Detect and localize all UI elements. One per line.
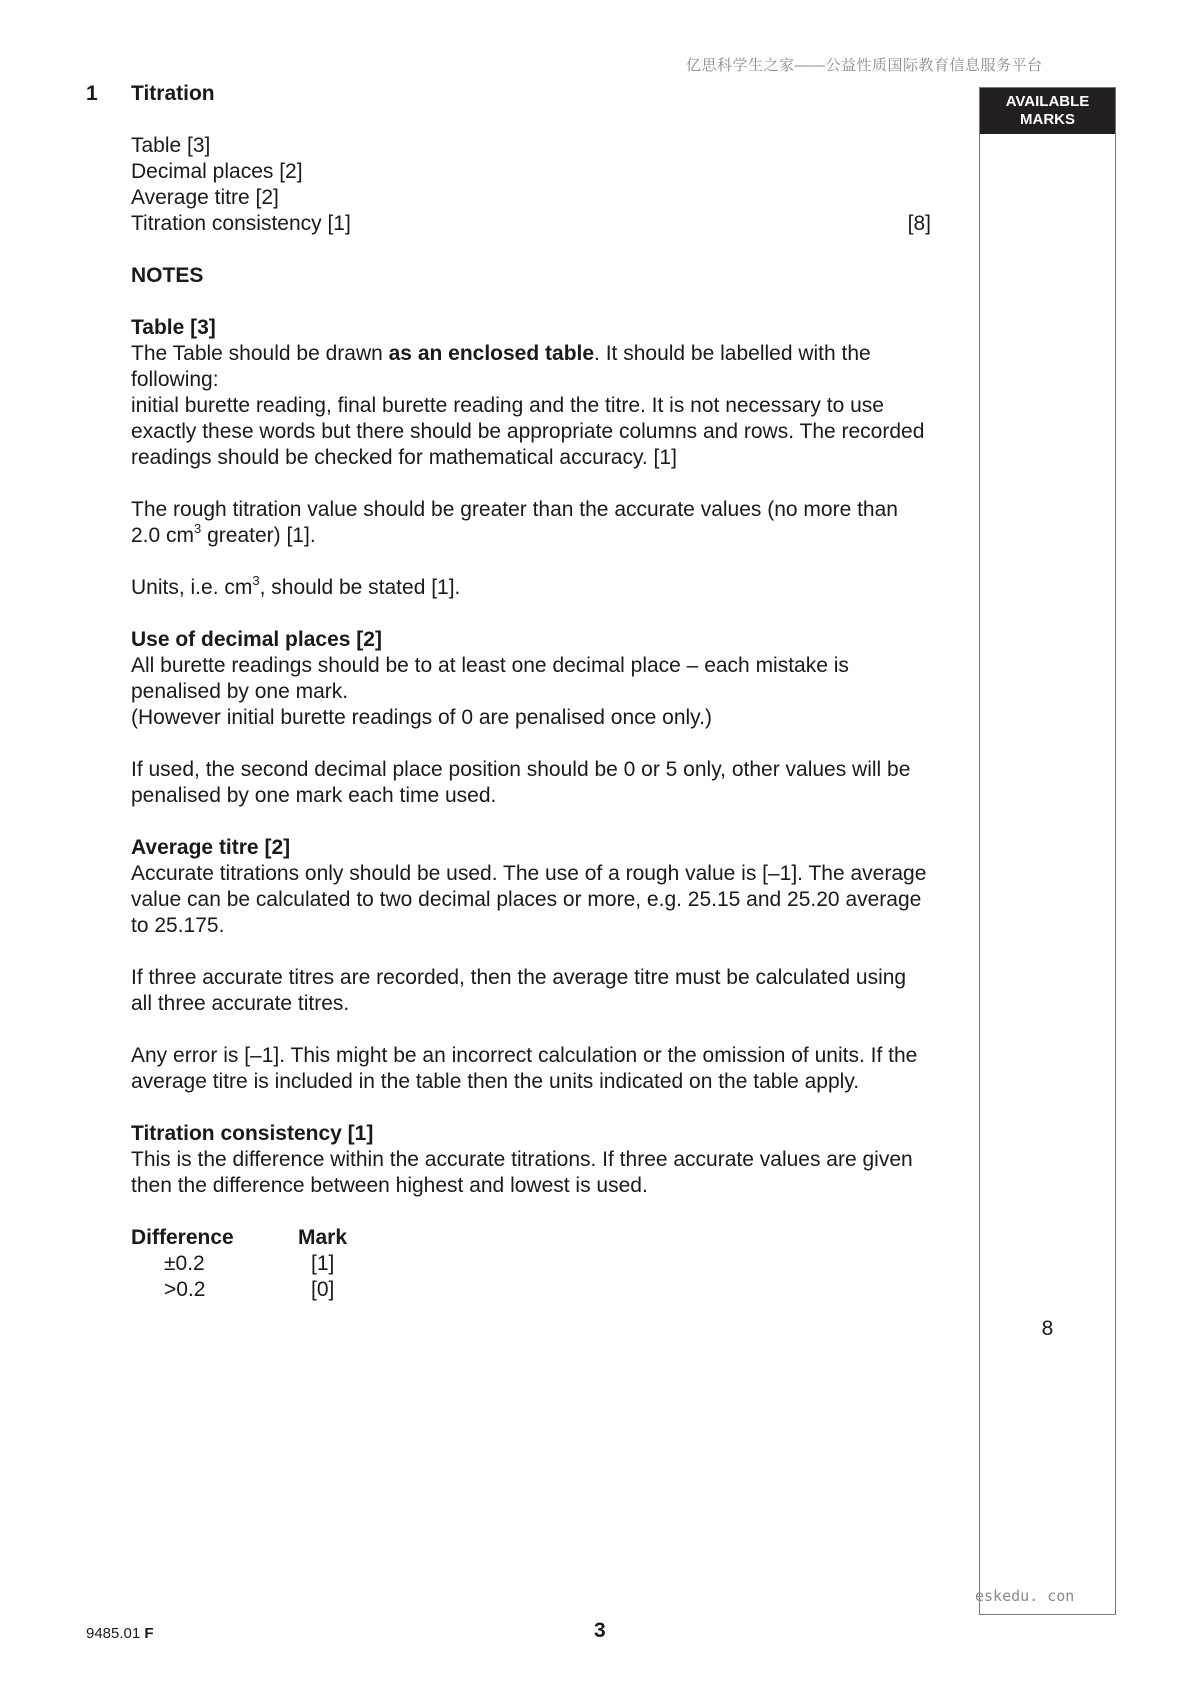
mark-cell: [0] xyxy=(311,1278,335,1301)
summary-item: Decimal places [2] xyxy=(131,160,303,183)
table-row xyxy=(131,1277,931,1303)
difference-cell: ±0.2 xyxy=(164,1252,205,1275)
difference-table xyxy=(131,1225,931,1303)
section-heading-average: Average titre [2] xyxy=(131,836,291,859)
notes-heading: NOTES xyxy=(131,264,204,287)
decimal-paragraph-2: If used, the second decimal place position should be 0 or 5 only, other values will be penalised by one mark each time used. xyxy=(131,758,911,807)
available-marks-heading: AVAILABLE MARKS xyxy=(980,88,1115,134)
column-header: Mark xyxy=(298,1226,348,1249)
mark-cell: [1] xyxy=(311,1252,335,1275)
summary-last-row xyxy=(131,211,931,237)
footer-watermark: eskedu. con xyxy=(975,1587,1075,1605)
column-header: Difference xyxy=(131,1226,234,1249)
summary-item: Table [3] xyxy=(131,134,211,157)
table-paragraph-3: Units, i.e. $cm^3$, should be stated [1]. xyxy=(131,573,461,599)
average-paragraph-1: Accurate titrations only should be used. The use of a rough value is [–1]. The average value can be calculated to two decimal places or more, e.g. 25.15 and 25.20 average to 25.175. xyxy=(131,862,927,937)
paper-code: 9485.01 F xyxy=(86,1625,154,1642)
decimal-paragraph-1b: (However initial burette readings of 0 are penalised once only.) xyxy=(131,706,712,729)
summary-item: Average titre [2] xyxy=(131,186,279,209)
average-paragraph-3: Any error is [–1]. This might be an incorrect calculation or the omission of units. If the average titre is included in the table then the units indicated on the table apply. xyxy=(131,1044,918,1093)
difference-table-header xyxy=(131,1225,931,1251)
section-heading-decimal: Use of decimal places [2] xyxy=(131,628,382,651)
available-marks-total: 8 xyxy=(1041,1317,1054,1340)
section-heading-table: Table [3] xyxy=(131,316,216,339)
average-paragraph-2: If three accurate titres are recorded, then the average titre must be calculated using all three accurate titres. xyxy=(131,966,907,1015)
page-number: 3 xyxy=(594,1619,606,1642)
table-paragraph-1: The Table should be drawn as an enclosed table. It should be labelled with the following: xyxy=(131,342,871,391)
decimal-paragraph-1: All burette readings should be to at least one decimal place – each mistake is penalised by one mark. xyxy=(131,654,849,703)
mark-scheme-body xyxy=(131,133,931,1303)
section-heading-consistency: Titration consistency [1] xyxy=(131,1122,374,1145)
difference-cell: >0.2 xyxy=(164,1278,206,1301)
table-paragraph-2: The rough titration value should be greater than the accurate values (no more than 2.0 $cm^3$ greater) [1]. xyxy=(131,498,898,547)
summary-total: [8] xyxy=(907,212,931,235)
question-title: Titration xyxy=(131,82,215,105)
summary-item: Titration consistency [1] xyxy=(131,212,351,235)
table-paragraph-1-cont: initial burette reading, final burette reading and the titre. It is not necessary to use exactly these words but there should be appropriate columns and rows. The recorded readings should be checked for mathematical accuracy. [1] xyxy=(131,394,925,469)
table-row xyxy=(131,1251,931,1277)
consistency-paragraph-1: This is the difference within the accurate titrations. If three accurate values are given then the difference between highest and lowest is used. xyxy=(131,1148,913,1197)
available-marks-column xyxy=(979,87,1116,1615)
question-number: 1 xyxy=(86,82,98,105)
header-watermark: 亿思科学生之家——公益性质国际教育信息服务平台 xyxy=(686,57,1043,74)
